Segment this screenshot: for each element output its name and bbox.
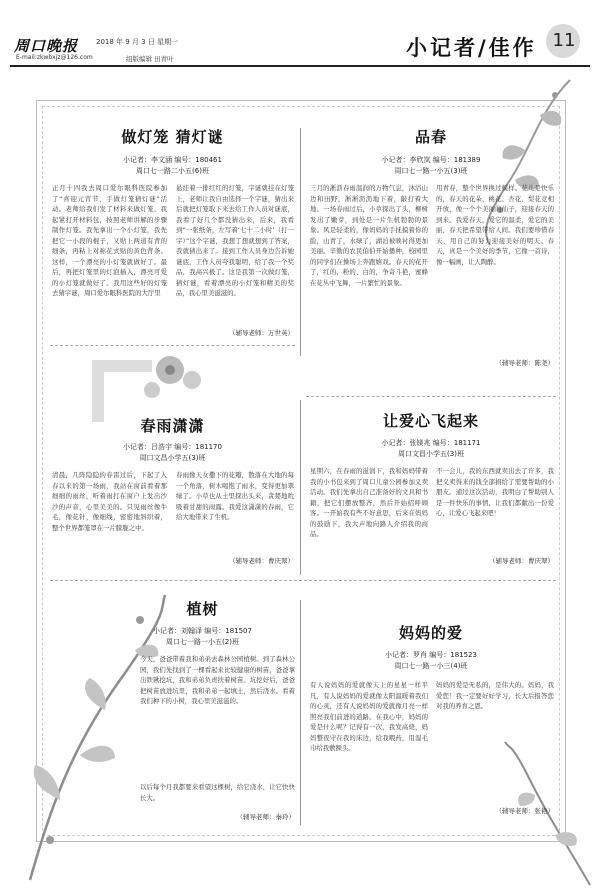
issue-date: 2018 年 9 月 3 日 星期一 <box>96 38 179 46</box>
article-byline: 小记者：李文涵 编号：180461 <box>123 156 222 164</box>
layout-editor: 组版编辑 田青叶 <box>126 55 174 63</box>
page-number: 11 <box>552 30 576 51</box>
newspaper-logo: 周口晚报 <box>14 37 79 55</box>
article-body-col2: 不一会儿，我的东西就卖出去了许多，我把义卖得来的钱全部捐给了需要帮助的小朋友。通过这次活动，我明白了帮助别人是一件快乐的事情，让我们都献出一份爱心，让爱心飞起来吧！ <box>436 467 554 517</box>
article-school: 周口七一路一小五(2)班 <box>166 638 239 646</box>
article-body-col1: 正月十四我去周口爱尔眼科医院参加了“喜迎元宵节，手做灯笼猜灯谜”活动。老师给我们发了材料来做灯笼，我起紧打开材料包，按照老师讲解的步骤制作灯笼。我先拿出一个小灯笼，我先把它一小段的棍子，又贴上两道有背的细条，再粘上对称花式贴的黄色背条。这样，一个漂亮的小灯笼就做好了。最后，再把灯笼里的灯泡插入，漂亮可爱的小灯笼就做好了。我用这些好的灯笼去猜字谜，周口爱尔眼科医院的大厅里 <box>52 184 167 297</box>
article-byline: 小记者：李欣岚 编号：181389 <box>381 156 481 164</box>
article-teacher: （辅导老师：万世英） <box>229 329 294 337</box>
column-divider-row2 <box>300 400 301 575</box>
article-body-col1: 星期六，在春雨的滋润下，我和妈妈带着我的小书包来到了周口儿童公园参加义卖活动。我们先拿出自己准备好的文具和书籍，把它们摆放整齐，然后开始招呼顾客。一开始我有些不好意思，后来在妈妈的鼓励下，我大声地向路人介绍我的商品。 <box>310 467 428 538</box>
article-byline: 小记者：张镁兆 编号：181171 <box>381 439 481 447</box>
column-divider-row1 <box>300 128 301 356</box>
article-title: 春雨潇潇 <box>140 417 205 435</box>
article-school: 周口文昌小学五(3)班 <box>139 454 206 462</box>
column-divider-row3 <box>300 600 301 825</box>
article-body-col2: 春雨像天女撒下的花瓣，散落在大地的每一个角落，树木喝饱了雨水，变得更加翠绿了。小草也从土里探出头来，贪婪地吮吸着甘甜的雨露。我爱这潇潇的春雨，它给大地带来了生机。 <box>176 471 294 521</box>
article-school: 周口文昌小学五(3)班 <box>398 450 464 458</box>
article-title: 植树 <box>186 600 219 618</box>
article-title: 妈妈的爱 <box>398 624 463 642</box>
article-body-col2: 妈妈的爱是无私的，是伟大的。妈妈，我爱您！我一定要好好学习，长大后报答您对我的养育之恩。 <box>436 681 554 710</box>
article-body-col2: 用青春，整个世界换过模样。花儿是快乐的，春天的花朵，桃花、杏花、梨花竞相开放，像一个个美丽的仙子，迎接春天的到来。我爱春天，爱它的温柔，爱它的美丽，春天把希望带给人间。我们要珍惜春天，用自己的努力迎接美好的明天。春天，真是一个美好的季节，它像一首诗，像一幅画，让人陶醉。 <box>436 184 554 266</box>
article-body-col1: 清晨，几阵隐隐的春雷过后，下起了入春以来的第一场雨，我站在窗前看着那细细的雨丝，听着雨打在窗户上发出沙沙的声音，心里美美的。只见雨丝像牛毛，像花针，像细线，密密地斜织着，整个世界都笼罩在一片朦胧之中。 <box>52 471 167 532</box>
contact-email: E-mail:zkwbxjz@126.com <box>16 54 93 61</box>
article-byline: 小记者：吕浩宇 编号：181170 <box>123 443 222 451</box>
article-title: 做灯笼 猜灯谜 <box>121 128 224 146</box>
article-school: 周口七一路一小五(3)班 <box>394 167 468 175</box>
row-divider-2 <box>50 580 556 581</box>
article-teacher: （辅导老师：张艳） <box>495 807 554 815</box>
article-teacher: （辅导老师：陈尧） <box>495 359 554 367</box>
article-teacher: （辅导老师：曹庆翠） <box>229 557 294 565</box>
article-title: 让爱心飞起来 <box>382 412 479 430</box>
article-byline: 小记者：刘翰泽 编号：181507 <box>153 627 252 635</box>
section-title: 小记者/佳作 <box>406 35 537 60</box>
article-teacher: （辅导老师：曹庆翠） <box>489 557 554 565</box>
article-body-col1: 今天，爸爸带着我和弟弟去森林公园植树。到了森林公园，我们先找到了一棵看起来比较健康的树苗，爸爸拿出铁锹挖坑，我和弟弟负责扶着树苗。坑挖好后，爸爸把树苗放进坑里，我和弟弟一起填土，然后浇水。看着我们种下的小树，我心里美滋滋的。 <box>140 655 295 705</box>
article-body-col1: 三月的淅沥春雨温润的万物气息，沐浴山边和田野，淅淅沥沥地下着，敲打着大地。一场春雨过后，小草探出了头，柳树发出了嫩芽，到处是一片生机勃勃的景象。风是轻柔的，像妈妈的手抚摸着你的脸，山青了，水绿了，湖泊被映衬得更加美丽。辛勤的农民伯伯开始播种，校园里的同学们在操场上奔跑嬉戏。春天的花开了，红的、粉的、白的，争奇斗艳，蜜蜂在花丛中飞舞，一片繁忙的景象。 <box>310 184 428 287</box>
masthead-rule <box>10 65 590 67</box>
article-title: 品春 <box>414 128 447 146</box>
article-body-col2: 悬挂着一排红红的灯笼，字谜就挂在灯笼上，老师让我自由选择一个字谜，猜出来后就把灯笼取下来去给工作人员对谜底，我看了好几个都没猜出来，后来，我看到“一张纸条，左写着‘七十二小时’（打一字）”这个字谜，我想了想就想到了答案，我就猜出来了。接到工作人员身边告诉她谜底，工作人员夸我聪明，给了我一个奖品，我高兴极了。这是我第一次做灯笼，猜灯谜，看着漂亮的小灯笼和精美的奖品，我心里美滋滋的。 <box>176 184 294 297</box>
row-divider-left-1 <box>50 345 295 346</box>
article-school: 周口七一路一小三(4)班 <box>394 662 468 670</box>
article-teacher: （辅导老师：秦玲） <box>236 813 295 821</box>
row-divider-right-1 <box>306 396 556 397</box>
article-body-col1: 有人说妈妈的爱就像天上的星星一样平凡，有人说妈妈的爱就像太阳温暖着我们的心灵，还有人说妈妈的爱就像月亮一样照亮我们前进的道路。在我心中，妈妈的爱是什么呢？记得有一次，我发高烧，妈妈整夜守在我的床边，给我喂药，用湿毛巾给我敷额头。 <box>310 681 428 752</box>
article-school: 周口七一路二小五(6)班 <box>136 167 209 175</box>
article-body-col2: 以后每个月我都要来看望这棵树，给它浇水，让它快快长大。 <box>140 783 295 802</box>
article-byline: 小记者：罗肖 编号：181523 <box>385 651 477 659</box>
